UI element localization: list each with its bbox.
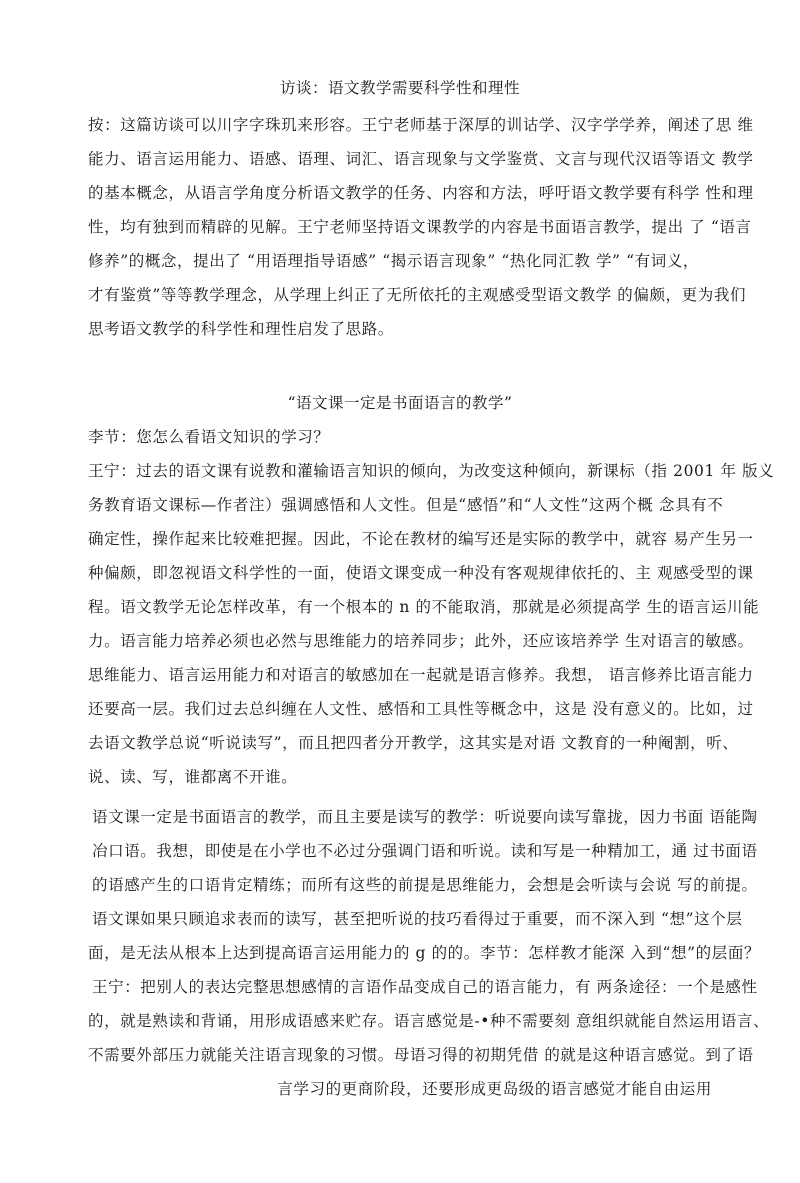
body-line: 王宁：过去的语文课有说教和灌输语言知识的倾向，为改变这种倾向，新课标（指 2001 年 版义 xyxy=(88,462,775,480)
interview-body xyxy=(88,420,775,794)
body-line: 确定性，操作起来比较难把握。因此，不论在教材的编写还是实际的教学中，就容 易产生另一 xyxy=(88,530,754,548)
intro-line: 才有鉴赏”等等教学理念，从学理上纠正了无所依托的主观感受型语文教学 的偏颇，更为我们 xyxy=(88,286,747,304)
article-title: 访谈：语文教学需要科学性和理性 xyxy=(279,79,520,97)
body-line: 面，是无法从根本上达到提高语言运用能力的 g 的的。李节：怎样教才能深 入到“想”的层面？ xyxy=(88,944,761,962)
section-title: “语文课一定是书面语言的教学” xyxy=(287,394,513,412)
intro-line: 的基本概念，从语言学角度分析语文教学的任务、内容和方法，呼吁语文教学要有科学 性和理 xyxy=(88,184,754,202)
body-last-line: 言学习的更商阶段，还要形成更岛级的语言感觉才能自由运用 xyxy=(277,1080,712,1098)
body-line: 的语感产生的口语肯定精练；而所有这些的前提是思维能力，会想是会听读与会说 写的前提。 xyxy=(92,876,758,894)
intro-paragraph xyxy=(88,108,754,346)
interview-body-continued xyxy=(88,800,770,1106)
body-line: 的，就是熟读和背诵，用形成语感来贮存。语言感觉是-•种不需要刻 意组织就能自然运用语言、 xyxy=(88,1012,770,1030)
body-line: 王宁：把别人的表达完整思想感情的言语作品变成自己的语言能力，有 两条途径：一个是感性 xyxy=(92,978,758,996)
body-line: 李节：您怎么看语文知识的学习？ xyxy=(88,428,330,446)
body-line: 不需要外部压力就能关注语言现象的习惯。母语习得的初期凭借 的就是这种语言感觉。到了语 xyxy=(88,1046,754,1064)
body-line: 思维能力、语言运用能力和对语言的敏感加在一起就是语言修养。我想， 语言修养比语言能力 xyxy=(88,666,754,684)
intro-line: 性，均有独到而精辟的见解。王宁老师坚持语文课教学的内容是书面语言教学，提出 了 “语言 xyxy=(88,218,752,236)
intro-line: 按：这篇访谈可以川字字珠玑来形容。王宁老师基于深厚的训诂学、汉字学学养，阐述了思 维 xyxy=(88,116,754,134)
body-line: 说、读、写，谁都离不开谁。 xyxy=(88,768,298,786)
body-line: 语文课一定是书面语言的教学，而且主要是读写的教学：听说要向读写靠拢，因力书面 语能陶 xyxy=(92,808,758,826)
body-line: 还要高一层。我们过去总纠缠在人文性、感悟和工具性等概念中，这是 没有意义的。比如，过 xyxy=(88,700,754,718)
intro-line: 修养”的概念，提出了 “用语理指导语感” “揭示语言现象” “热化同汇教 学” “有词义， xyxy=(88,252,700,270)
body-line: 务教育语文课标—作者注）强调感悟和人文性。但是“感悟”和“人文性”这两个概 念具有不 xyxy=(88,496,724,514)
body-line: 种偏颇，即忽视语文科学性的一面，使语文课变成一种没有客观规律依托的、主 观感受型的课 xyxy=(88,564,754,582)
body-line: 去语文教学总说“听说读写”，而且把四者分开教学，这其实是对语 文教育的一种阉割，听、 xyxy=(88,734,739,752)
body-line: 冶口语。我想，即使是在小学也不必过分强调门语和听说。读和写是一种精加工，通 过书面语 xyxy=(92,842,758,860)
body-line: 语文课如果只顾追求表而的读写，甚至把听说的技巧看得过于重要，而不深入到 “想”这个层 xyxy=(92,910,743,928)
body-line: 程。语文教学无论怎样改革，有一个根本的 n 的不能取消，那就是必须提高学 生的语言运川能 xyxy=(88,598,760,616)
intro-line: 思考语文教学的科学性和理性启发了思路。 xyxy=(88,320,394,338)
intro-line: 能力、语言运用能力、语感、语理、词汇、语言现象与文学鉴赏、文言与现代汉语等语文 教学 xyxy=(88,150,754,168)
body-line: 力。语言能力培养必须也必然与思维能力的培养同步；此外，还应该培养学 生对语言的敏感。 xyxy=(88,632,754,650)
